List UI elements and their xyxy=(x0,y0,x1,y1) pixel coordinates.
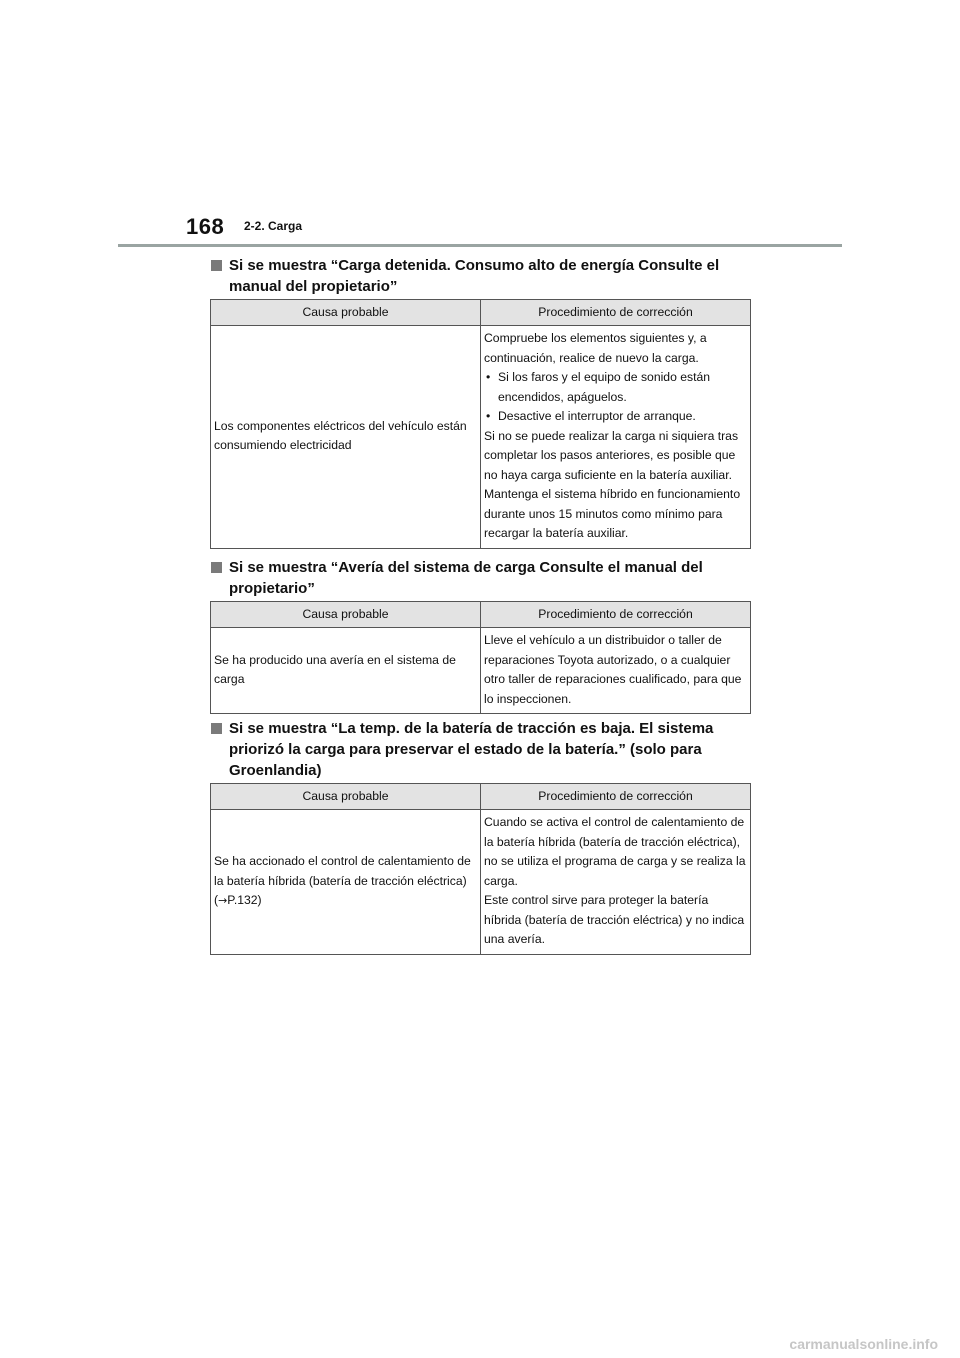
col-header-cause: Causa probable xyxy=(211,300,481,326)
fix-cell xyxy=(481,326,751,549)
header-rule xyxy=(118,244,842,247)
heading-square-icon xyxy=(211,260,222,271)
watermark: carmanualsonline.info xyxy=(789,1336,938,1352)
fix-bullet: • Si los faros y el equipo de sonido están encendidos, apáguelos. xyxy=(484,368,747,407)
table-3 xyxy=(210,783,751,955)
table-header-row xyxy=(211,602,751,628)
cause-text: Se ha producido una avería en el sistema de carga xyxy=(214,652,456,686)
col-header-fix: Procedimiento de corrección xyxy=(481,602,751,628)
section-title-3: Si se muestra “La temp. de la batería de tracción es baja. El sistema priorizó la carga para preservar el estado de la batería.” (solo para Groenlandia) xyxy=(229,720,714,779)
fix-cell xyxy=(481,810,751,955)
section-heading-1 xyxy=(211,255,756,297)
col-header-cause: Causa probable xyxy=(211,784,481,810)
table-header-row xyxy=(211,784,751,810)
cause-text: Se ha accionado el control de calentamiento de la batería híbrida (batería de tracción eléctrica) ( xyxy=(214,854,471,907)
section-label: 2-2. Carga xyxy=(244,219,303,233)
fix-paragraph-2: Este control sirve para proteger la batería híbrida (batería de tracción eléctrica) y no indica una avería. xyxy=(484,893,745,946)
table-2 xyxy=(210,601,751,714)
fix-bullet: • Desactive el interruptor de arranque. xyxy=(484,407,747,427)
heading-square-icon xyxy=(211,723,222,734)
col-header-fix: Procedimiento de corrección xyxy=(481,784,751,810)
fix-bullet-list xyxy=(484,368,747,427)
col-header-cause: Causa probable xyxy=(211,602,481,628)
fix-cell xyxy=(481,628,751,714)
fix-intro: Compruebe los elementos siguientes y, a continuación, realice de nuevo la carga. xyxy=(484,331,707,365)
table-row xyxy=(211,810,751,955)
table-header-row xyxy=(211,300,751,326)
fix-paragraph-1: Cuando se activa el control de calentamiento de la batería híbrida (batería de tracción eléctrica), no se utiliza el programa de carga y se realiza la carga. xyxy=(484,815,746,888)
table-row xyxy=(211,326,751,549)
col-header-fix: Procedimiento de corrección xyxy=(481,300,751,326)
page-number: 168 xyxy=(186,214,225,239)
cause-cell xyxy=(211,628,481,714)
table-1 xyxy=(210,299,751,549)
page-reference-link[interactable]: P.132) xyxy=(227,893,262,907)
heading-square-icon xyxy=(211,562,222,573)
arrow-right-icon: → xyxy=(218,894,228,907)
cause-cell xyxy=(211,326,481,549)
section-heading-3 xyxy=(211,718,756,781)
section-title-1: Si se muestra “Carga detenida. Consumo alto de energía Consulte el manual del propietario” xyxy=(229,257,720,295)
fix-outro: Si no se puede realizar la carga ni siquiera tras completar los pasos anteriores, es posible que no haya carga suficiente en la batería auxiliar. Mantenga el sistema híbrido en funcionamiento durante unos 15 minutos como mínimo para recargar la batería auxiliar. xyxy=(484,428,741,540)
cause-text: Los componentes eléctricos del vehículo están consumiendo electricidad xyxy=(214,418,467,453)
cause-cell xyxy=(211,810,481,955)
fix-text: Lleve el vehículo a un distribuidor o taller de reparaciones Toyota autorizado, o a cualquier otro taller de reparaciones cualificado, para que lo inspeccionen. xyxy=(484,633,742,706)
table-row xyxy=(211,628,751,714)
section-title-2: Si se muestra “Avería del sistema de carga Consulte el manual del propietario” xyxy=(229,559,703,597)
section-heading-2 xyxy=(211,557,756,599)
